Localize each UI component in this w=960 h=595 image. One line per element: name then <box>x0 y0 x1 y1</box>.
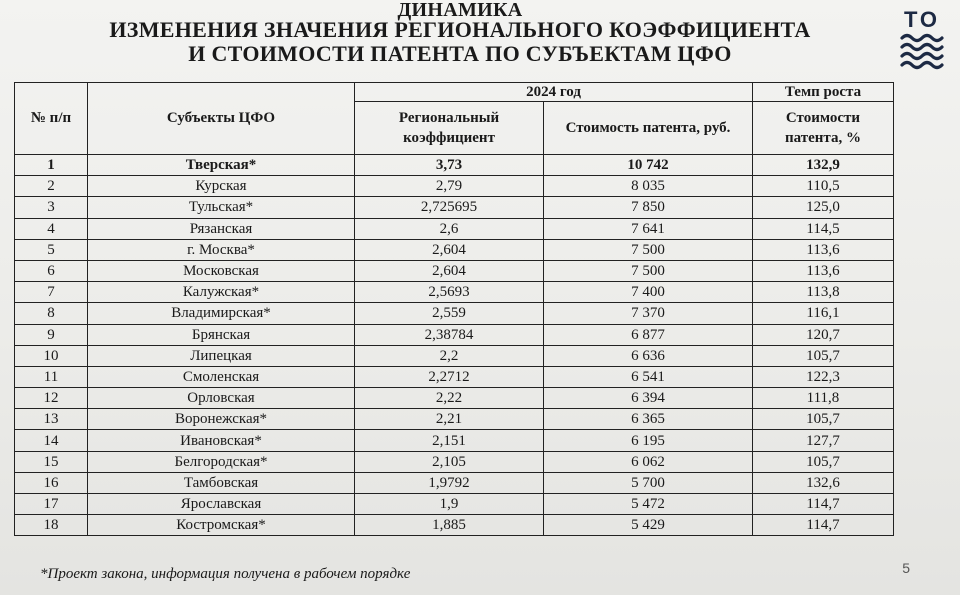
cell-subject: Смоленская <box>88 366 355 387</box>
cell-cost: 6 062 <box>544 451 753 472</box>
table-row <box>15 197 894 218</box>
cell-subject: Ярославская <box>88 494 355 515</box>
cell-cost: 6 877 <box>544 324 753 345</box>
cell-coef: 2,105 <box>355 451 544 472</box>
table-row <box>15 324 894 345</box>
page-number: 5 <box>902 560 910 576</box>
cell-subject: Воронежская* <box>88 409 355 430</box>
cell-num: 14 <box>15 430 88 451</box>
cell-growth: 120,7 <box>753 324 894 345</box>
cell-growth: 125,0 <box>753 197 894 218</box>
cell-coef: 2,79 <box>355 176 544 197</box>
cell-coef: 1,9 <box>355 494 544 515</box>
col-group-2024: 2024 год <box>355 83 753 102</box>
cell-cost: 5 429 <box>544 515 753 536</box>
cell-cost: 6 394 <box>544 388 753 409</box>
cell-num: 13 <box>15 409 88 430</box>
table-row <box>15 451 894 472</box>
cell-cost: 7 500 <box>544 260 753 281</box>
cell-subject: Калужская* <box>88 282 355 303</box>
cell-coef: 1,9792 <box>355 472 544 493</box>
logo-letters: ТО <box>903 7 940 32</box>
cell-coef: 2,604 <box>355 260 544 281</box>
table-row <box>15 366 894 387</box>
cell-cost: 6 541 <box>544 366 753 387</box>
cell-coef: 2,604 <box>355 239 544 260</box>
cell-growth: 113,8 <box>753 282 894 303</box>
cell-subject: Брянская <box>88 324 355 345</box>
col-header-cost: Стоимость патента, руб. <box>544 102 753 155</box>
title-line-2: ИЗМЕНЕНИЯ ЗНАЧЕНИЯ РЕГИОНАЛЬНОГО КОЭФФИЦИЕНТА <box>109 17 811 42</box>
cell-coef: 2,22 <box>355 388 544 409</box>
cell-cost: 6 365 <box>544 409 753 430</box>
cell-num: 9 <box>15 324 88 345</box>
cell-subject: Владимирская* <box>88 303 355 324</box>
cell-subject: Курская <box>88 176 355 197</box>
cell-cost: 6 195 <box>544 430 753 451</box>
cell-coef: 2,559 <box>355 303 544 324</box>
table-row <box>15 155 894 176</box>
cell-num: 18 <box>15 515 88 536</box>
col-header-subject: Субъекты ЦФО <box>88 83 355 155</box>
cell-coef: 2,21 <box>355 409 544 430</box>
patent-table <box>14 82 894 536</box>
header-row-1 <box>15 83 894 102</box>
cell-subject: Московская <box>88 260 355 281</box>
col-header-growth: Стоимости патента, % <box>753 102 894 155</box>
cell-subject: г. Москва* <box>88 239 355 260</box>
cell-num: 17 <box>15 494 88 515</box>
cell-growth: 111,8 <box>753 388 894 409</box>
cell-growth: 114,5 <box>753 218 894 239</box>
col-header-coef: Региональный коэффициент <box>355 102 544 155</box>
cell-growth: 105,7 <box>753 451 894 472</box>
cell-coef: 1,885 <box>355 515 544 536</box>
cell-cost: 10 742 <box>544 155 753 176</box>
cell-num: 2 <box>15 176 88 197</box>
cell-growth: 113,6 <box>753 239 894 260</box>
cell-growth: 114,7 <box>753 494 894 515</box>
cell-coef: 2,2 <box>355 345 544 366</box>
cell-cost: 7 400 <box>544 282 753 303</box>
cell-num: 16 <box>15 472 88 493</box>
cell-growth: 132,9 <box>753 155 894 176</box>
table-row <box>15 515 894 536</box>
cell-num: 15 <box>15 451 88 472</box>
col-group-growth: Темп роста <box>753 83 894 102</box>
cell-subject: Тульская* <box>88 197 355 218</box>
cell-coef: 2,151 <box>355 430 544 451</box>
cell-num: 1 <box>15 155 88 176</box>
cell-num: 5 <box>15 239 88 260</box>
cell-growth: 105,7 <box>753 409 894 430</box>
cell-num: 11 <box>15 366 88 387</box>
cell-cost: 7 370 <box>544 303 753 324</box>
cell-growth: 113,6 <box>753 260 894 281</box>
cell-cost: 7 641 <box>544 218 753 239</box>
cell-subject: Орловская <box>88 388 355 409</box>
cell-subject: Рязанская <box>88 218 355 239</box>
cell-coef: 2,5693 <box>355 282 544 303</box>
cell-cost: 7 500 <box>544 239 753 260</box>
table-row <box>15 409 894 430</box>
cell-num: 8 <box>15 303 88 324</box>
cell-cost: 7 850 <box>544 197 753 218</box>
slide-title <box>60 2 860 66</box>
cell-coef: 2,2712 <box>355 366 544 387</box>
table-row <box>15 494 894 515</box>
cell-coef: 2,725695 <box>355 197 544 218</box>
cell-growth: 116,1 <box>753 303 894 324</box>
cell-subject: Тамбовская <box>88 472 355 493</box>
cell-num: 4 <box>15 218 88 239</box>
cell-growth: 105,7 <box>753 345 894 366</box>
cell-subject: Белгородская* <box>88 451 355 472</box>
cell-subject: Костромская* <box>88 515 355 536</box>
table-row <box>15 282 894 303</box>
cell-num: 6 <box>15 260 88 281</box>
logo <box>898 8 946 72</box>
cell-coef: 2,6 <box>355 218 544 239</box>
table-body <box>15 155 894 536</box>
table-row <box>15 303 894 324</box>
table-row <box>15 260 894 281</box>
cell-cost: 8 035 <box>544 176 753 197</box>
table-row <box>15 472 894 493</box>
footnote: *Проект закона, информация получена в рабочем порядке <box>40 566 411 582</box>
cell-coef: 3,73 <box>355 155 544 176</box>
cell-cost: 6 636 <box>544 345 753 366</box>
cell-num: 10 <box>15 345 88 366</box>
cell-subject: Тверская* <box>88 155 355 176</box>
cell-cost: 5 472 <box>544 494 753 515</box>
title-line-3: И СТОИМОСТИ ПАТЕНТА ПО СУБЪЕКТАМ ЦФО <box>188 41 732 66</box>
table-row <box>15 388 894 409</box>
cell-num: 12 <box>15 388 88 409</box>
table-row <box>15 218 894 239</box>
table-row <box>15 239 894 260</box>
title-line-1: ДИНАМИКА <box>397 0 523 21</box>
col-header-num: № п/п <box>15 83 88 155</box>
cell-growth: 110,5 <box>753 176 894 197</box>
cell-subject: Ивановская* <box>88 430 355 451</box>
cell-growth: 132,6 <box>753 472 894 493</box>
cell-growth: 122,3 <box>753 366 894 387</box>
table-row <box>15 430 894 451</box>
cell-cost: 5 700 <box>544 472 753 493</box>
table-row <box>15 176 894 197</box>
cell-coef: 2,38784 <box>355 324 544 345</box>
waves-icon <box>898 32 946 72</box>
cell-growth: 127,7 <box>753 430 894 451</box>
cell-growth: 114,7 <box>753 515 894 536</box>
cell-num: 3 <box>15 197 88 218</box>
cell-num: 7 <box>15 282 88 303</box>
table-row <box>15 345 894 366</box>
cell-subject: Липецкая <box>88 345 355 366</box>
